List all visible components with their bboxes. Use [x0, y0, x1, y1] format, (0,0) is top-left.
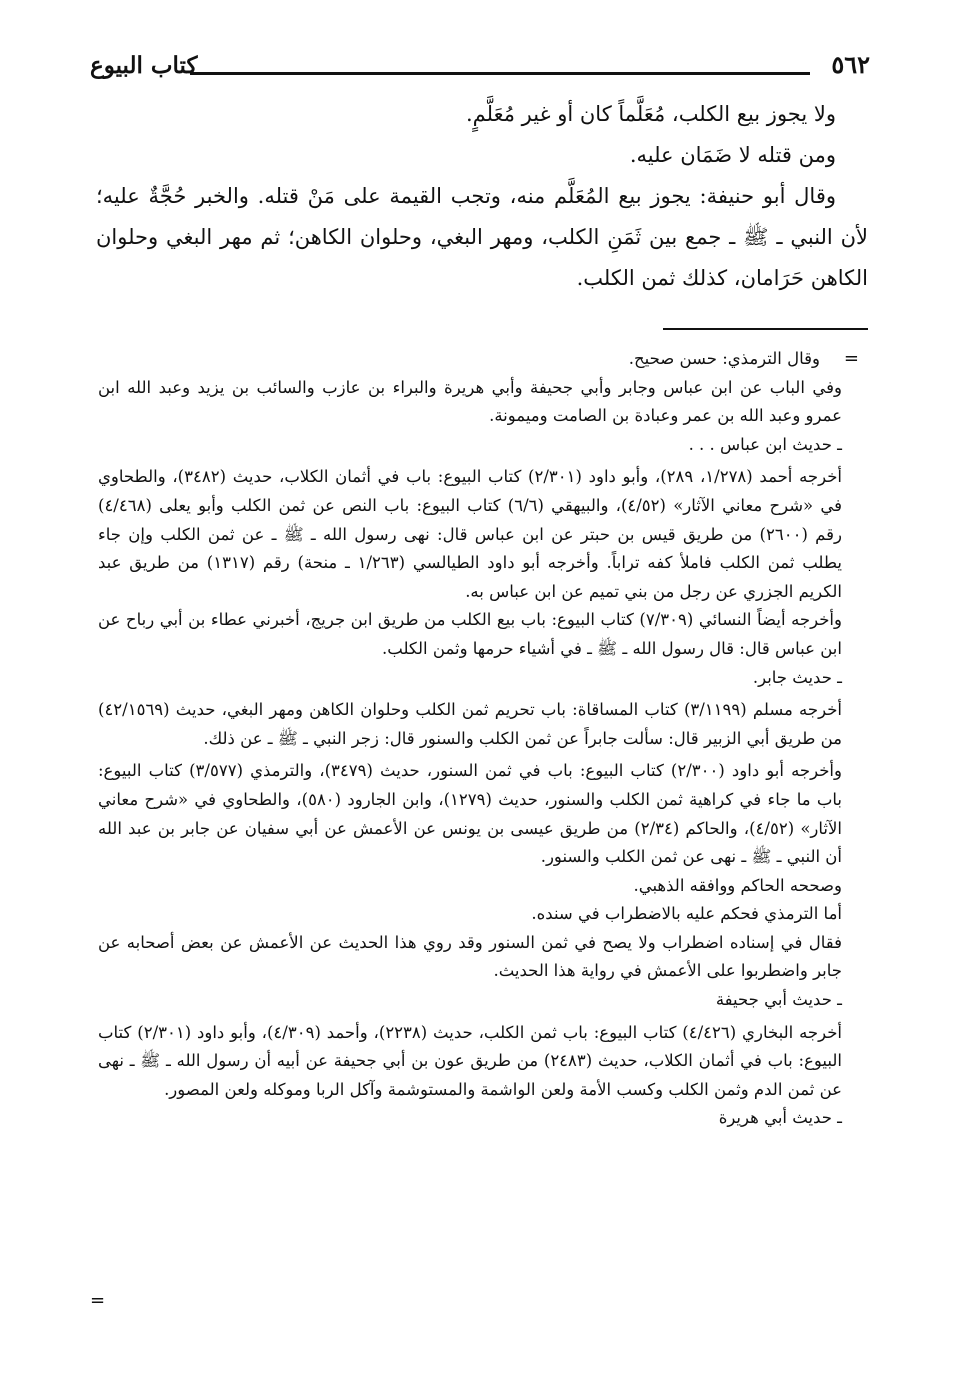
footnote-paragraph: وأخرجه أبو داود (٢/٣٠٠) كتاب البيوع: باب في ثمن السنور، حديث (٣٤٧٩)، والترمذي (٣/٥٧٧) كتاب البيوع: باب ما جاء في كراهية ثمن الكلب والسنور، حديث (١٢٧٩)، وابن الجارود (٥٨٠)، والطحاوي في «شرح معاني الآثار» (٤/٥٢)، والحاكم (٢/٣٤) من طريق عيسى بن يونس عن الأعمش عن أبي سفيان عن جابر بن عبد الله أن النبي ـ ﷺ ـ نهى عن ثمن الكلب والسنور.: [98, 761, 843, 867]
page-header: [90, 44, 870, 84]
footnote-paragraph: أخرجه أحمد (١/٢٧٨، ٢٨٩)، وأبو داود (٢/٣٠١) كتاب البيوع: باب في أثمان الكلاب، حديث (٣٤٨٢)، والطحاوي في «شرح معاني الآثار» (٤/٥٢)، والبيهقي (٦/٦) كتاب البيوع: باب النص عن ثمن الكلب وأبو يعلى (٤/٤٦٨) رقم (٢٦٠٠) من طريق قيس بن حبتر عن ابن عباس قال: نهى رسول الله ـ ﷺ ـ عن ثمن الكلب وإن جاء يطلب ثمن الكلب فاملأ كفه تراباً. وأخرجه أبو داود الطيالسي (١/٢٦٣ ـ منحة) رقم (١٣١٧) من طريق عبد الكريم الجزري عن رجل من بني تميم عن ابن عباس به.: [98, 467, 843, 601]
footnote-end-mark: =: [90, 1290, 106, 1311]
footnote-paragraph: فقال في إسناده اضطراب ولا يصح في ثمن السنور وقد روي هذا الحديث عن الأعمش عن بعض أصحابه عن جابر واضطربوا على الأعمش في رواية هذا الحديث.: [98, 932, 842, 981]
footnote-heading: ـ حديث ابن عباس . . .: [688, 434, 842, 454]
footnote-line: وقال الترمذي: حسن صحيح.: [628, 349, 820, 368]
footnote-paragraph: أخرجه البخاري (٤/٤٢٦) كتاب البيوع: باب ثمن الكلب، حديث (٢٢٣٨)، وأحمد (٤/٣٠٩)، وأبو داود (٢/٣٠١) كتاب البيوع: باب في أثمان الكلاب، حديث (٢٤٨٣) من طريق عون بن أبي جحيفة عن أبيه أن رسول الله ـ ﷺ ـ نهى عن ثمن الدم وثمن الكلب وكسب الأمة ولعن الواشمة والمستوشمة وآكل الربا وموكله ولعن المصور.: [98, 1022, 843, 1099]
footnote-heading: ـ حديث جابر.: [752, 667, 842, 687]
main-text: [96, 94, 868, 299]
header-rule: [190, 72, 810, 75]
body-line: ومن قتله لا ضَمَان عليه.: [629, 143, 836, 167]
body-line: ولا يجوز بيع الكلب، مُعَلَّماً كان أو غير مُعَلَّمٍ.: [465, 102, 836, 126]
footnote-line: وفي الباب عن ابن عباس وجابر وأبي جحيفة وأبي هريرة والبراء بن عازب والسائب بن يزيد وعبد الله ابن عمرو وعبد الله بن عمر وعبادة بن الصامت وميمونة.: [98, 377, 842, 426]
footnote-continuation-mark: =: [843, 348, 859, 369]
footnote-paragraph: أخرجه مسلم (٣/١١٩٩) كتاب المساقاة: باب تحريم ثمن الكلب وحلوان الكاهن ومهر البغي، حديث (٤٢/١٥٦٩) من طريق أبي الزبير قال: سألت جابراً عن ثمن الكلب والسنور قال: زجر النبي ـ ﷺ ـ عن ذلك.: [98, 700, 842, 748]
body-paragraph: وقال أبو حنيفة: يجوز بيع المُعَلَّم منه، وتجب القيمة على مَنْ قتله. والخبر حُجَّةٌ عليه؛ لأن النبي ـ ﷺ ـ جمع بين ثَمَنِ الكلب، ومهر البغي، وحلوان الكاهن؛ ثم مهر البغي وحلوان الكاهن حَرَامان، كذلك ثمن الكلب.: [96, 184, 868, 290]
footnote-heading: ـ حديث أبي جحيفة: [715, 990, 842, 1010]
footnote-paragraph: وأخرجه أيضاً النسائي (٧/٣٠٩) كتاب البيوع: باب بيع الكلب من طريق ابن جريج، أخبرني عطاء بن أبي رباح عن ابن عباس قال: قال رسول الله ـ ﷺ ـ في أشياء حرمها وثمن الكلب.: [98, 610, 842, 658]
footnote-separator: [663, 328, 868, 330]
footnote-line: أما الترمذي فحكم عليه بالاضطراب في سنده.: [531, 904, 842, 924]
footnote-line: وصححه الحاكم ووافقه الذهبي.: [633, 875, 842, 895]
page-number: ٥٦٢: [831, 50, 870, 79]
footnotes: [98, 345, 842, 1133]
running-title: كتاب البيوع: [90, 52, 198, 79]
footnote-heading: ـ حديث أبي هريرة: [718, 1108, 842, 1128]
